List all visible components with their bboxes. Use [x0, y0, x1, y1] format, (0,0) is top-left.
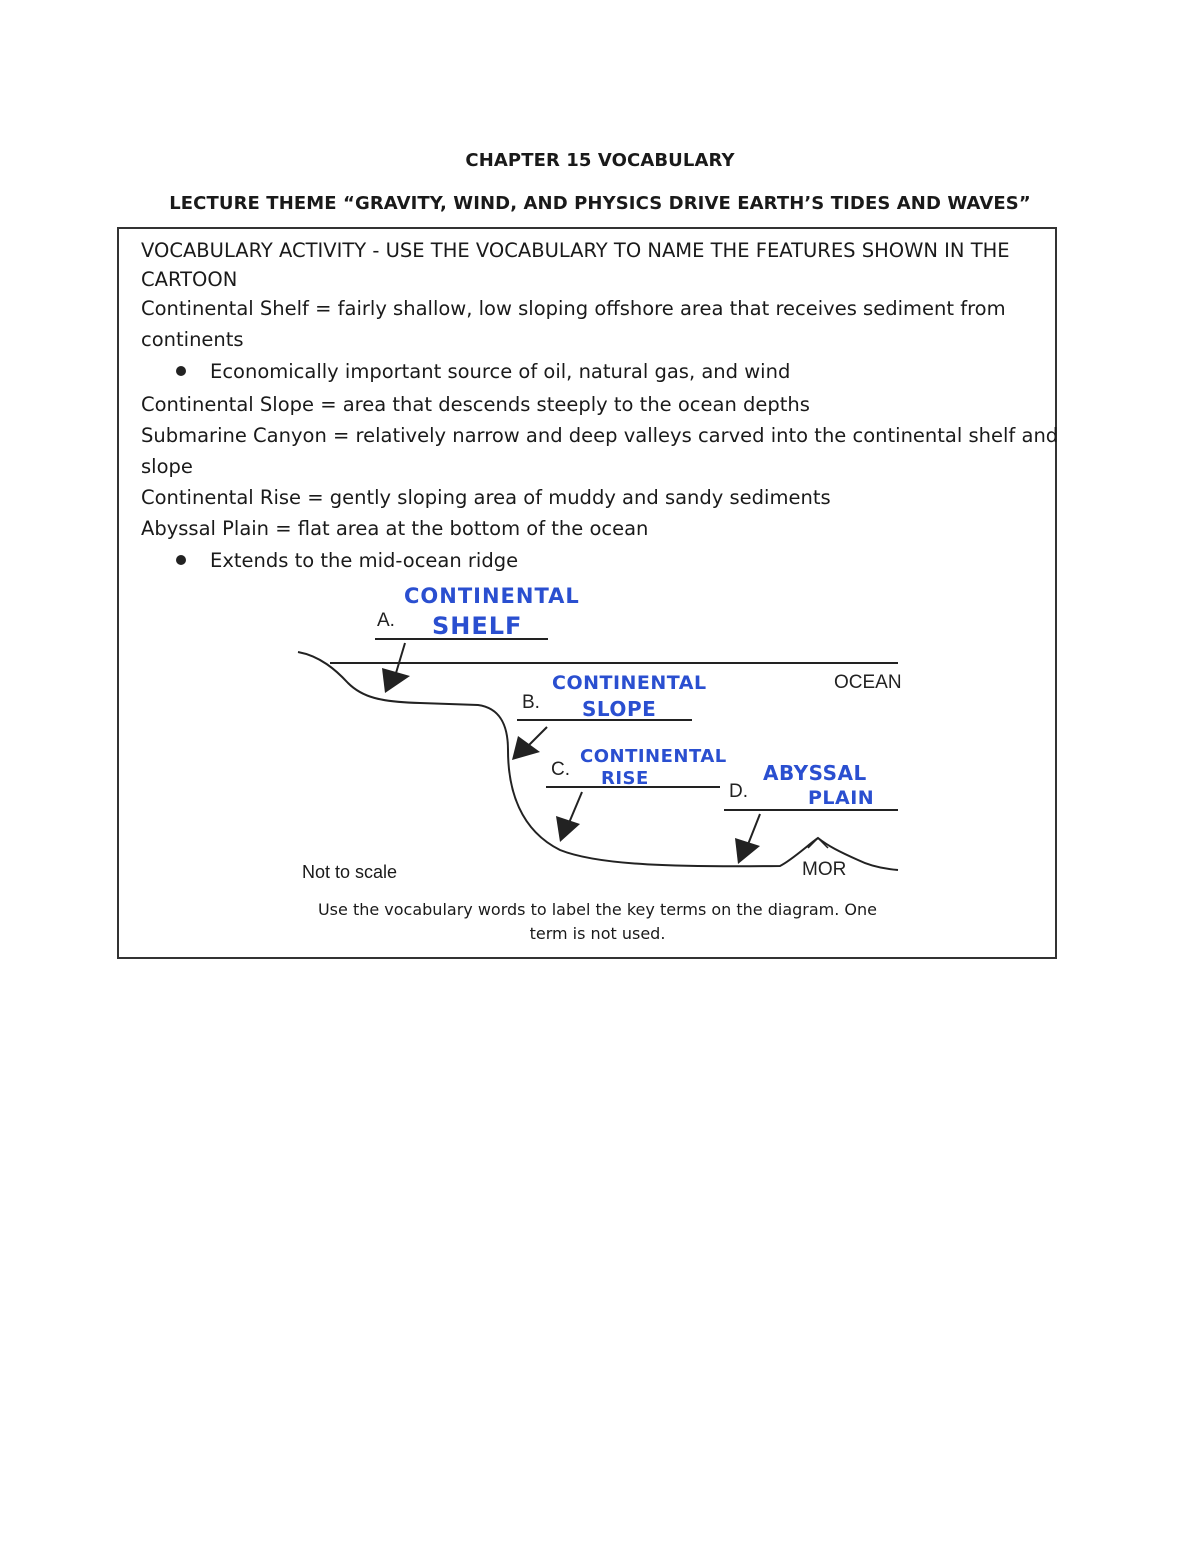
caption-line-1: Use the vocabulary words to label the key terms on the diagram. One: [317, 900, 878, 919]
label-c: C.: [551, 759, 570, 780]
answer-b-line-2: SLOPE: [582, 697, 657, 721]
shelf-definition-line-2: continents: [141, 328, 244, 351]
label-a: A.: [377, 610, 395, 631]
canyon-definition-line-2: slope: [141, 455, 193, 478]
label-d: D.: [729, 781, 748, 802]
arrow-b-icon: [512, 727, 547, 760]
answer-c-line-1: CONTINENTAL: [580, 746, 727, 767]
answer-c-line-2: RISE: [601, 768, 649, 789]
plain-definition: Abyssal Plain = flat area at the bottom of the ocean: [141, 517, 649, 540]
answer-b-line-1: CONTINENTAL: [552, 672, 707, 694]
arrow-d-icon: [735, 814, 760, 864]
instruction-line-1: VOCABULARY ACTIVITY - USE THE VOCABULARY TO NAME THE FEATURES SHOWN IN THE: [141, 239, 1010, 262]
shelf-bullet-text: Economically important source of oil, natural gas, and wind: [210, 360, 791, 383]
chapter-title: CHAPTER 15 VOCABULARY: [465, 150, 735, 171]
diagram-caption: [300, 898, 895, 946]
answer-d-line-1: ABYSSAL: [763, 761, 867, 785]
rise-definition: Continental Rise = gently sloping area of muddy and sandy sediments: [141, 486, 831, 509]
arrow-c-icon: [556, 792, 582, 842]
plain-bullet-text: Extends to the mid-ocean ridge: [210, 549, 519, 572]
answer-a-line-1: CONTINENTAL: [404, 584, 580, 608]
arrow-a-icon: [382, 643, 410, 693]
label-b: B.: [522, 692, 540, 713]
answer-a-line-2: SHELF: [432, 612, 523, 640]
mor-label: MOR: [802, 859, 847, 880]
not-to-scale-note: Not to scale: [302, 862, 398, 882]
caption-line-2: term is not used.: [529, 924, 666, 943]
answer-d-line-2: PLAIN: [808, 787, 875, 809]
instruction-line-2: CARTOON: [141, 268, 238, 291]
canyon-definition-line-1: Submarine Canyon = relatively narrow and deep valleys carved into the continental shelf and: [141, 424, 1059, 447]
slope-definition: Continental Slope = area that descends steeply to the ocean depths: [141, 393, 810, 416]
shelf-definition-line-1: Continental Shelf = fairly shallow, low sloping offshore area that receives sediment from: [141, 297, 1006, 320]
lecture-theme: LECTURE THEME “GRAVITY, WIND, AND PHYSICS DRIVE EARTH’S TIDES AND WAVES”: [169, 193, 1031, 214]
ocean-label: OCEAN: [834, 672, 902, 693]
